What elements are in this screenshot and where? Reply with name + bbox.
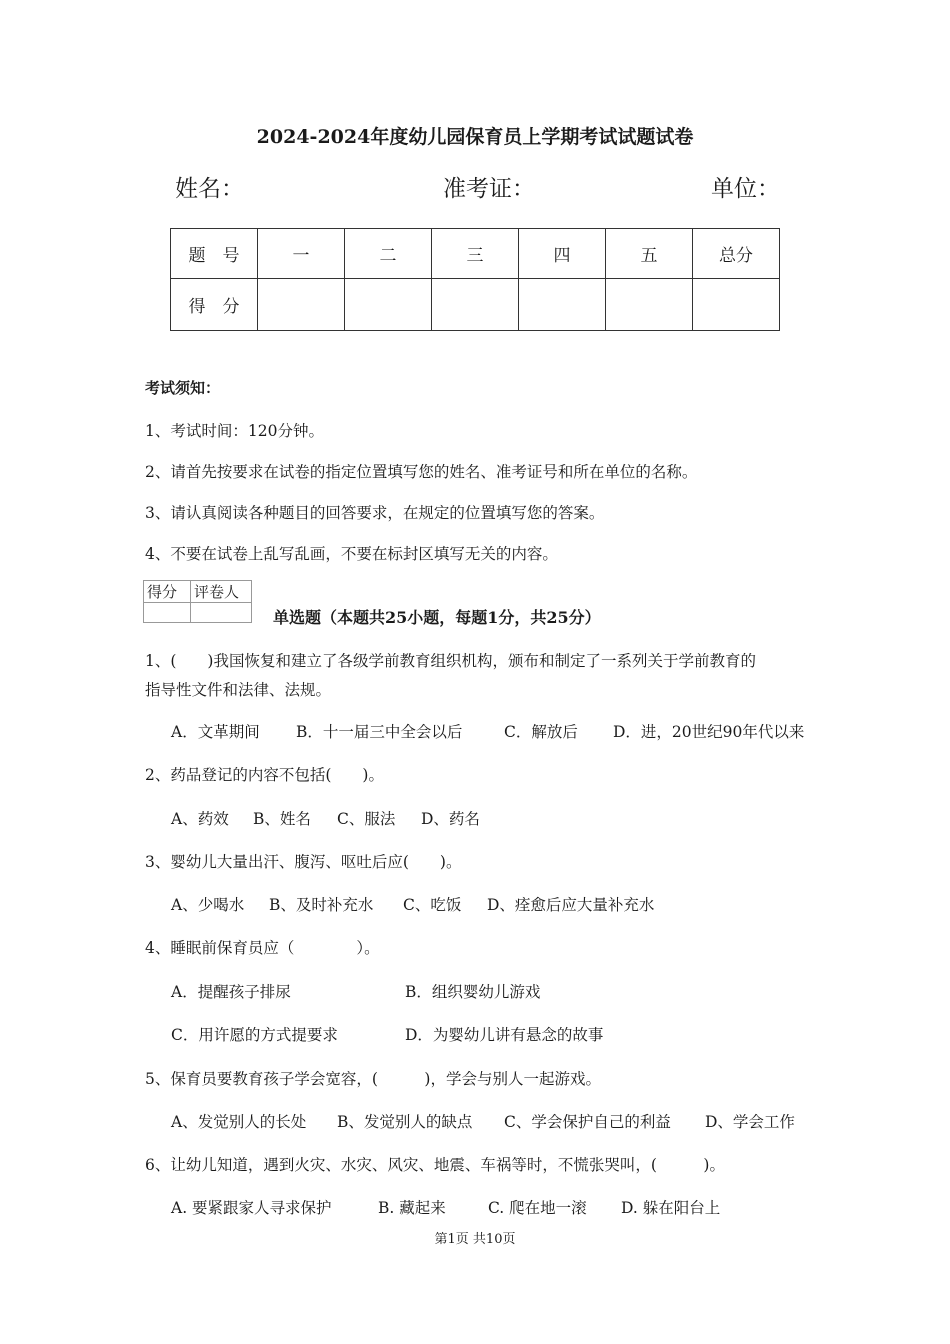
exam-id-field-label: 准考证：	[443, 176, 535, 202]
grader-score-cell[interactable]	[144, 603, 191, 623]
question-6-option-c[interactable]: C. 爬在地一滚	[488, 1199, 587, 1217]
score-table-score-row	[171, 279, 780, 331]
question-1-option-b[interactable]: B．十一届三中全会以后	[296, 723, 463, 741]
score-cell-total[interactable]	[693, 279, 780, 331]
unit-field-label: 单位：	[711, 176, 780, 202]
grader-box	[143, 580, 252, 623]
question-3-stem: 3、婴幼儿大量出汗、腹泻、呕吐后应( )。	[145, 853, 462, 871]
score-table-header-row	[171, 229, 780, 279]
question-5-option-d[interactable]: D、学会工作	[705, 1113, 795, 1131]
notice-item-3: 3、请认真阅读各种题目的回答要求，在规定的位置填写您的答案。	[145, 504, 605, 522]
score-cell-3[interactable]	[432, 279, 519, 331]
name-field-label: 姓名：	[175, 176, 244, 202]
question-4-option-b[interactable]: B．组织婴幼儿游戏	[405, 983, 541, 1001]
question-4-stem: 4、睡眠前保育员应（ ）。	[145, 939, 380, 957]
notice-item-2: 2、请首先按要求在试卷的指定位置填写您的姓名、准考证号和所在单位的名称。	[145, 463, 698, 481]
notice-title: 考试须知：	[145, 379, 221, 397]
question-5-option-b[interactable]: B、发觉别人的缺点	[337, 1113, 473, 1131]
question-5-stem: 5、保育员要教育孩子学会宽容，( )，学会与别人一起游戏。	[145, 1070, 601, 1088]
question-2-option-c[interactable]: C、服法	[337, 810, 396, 828]
question-3-option-a[interactable]: A、少喝水	[171, 896, 245, 914]
question-6-option-b[interactable]: B. 藏起来	[378, 1199, 446, 1217]
header-cell-total: 总分	[693, 229, 780, 279]
section-title: 单选题（本题共25小题，每题1分，共25分）	[273, 608, 601, 627]
question-3-option-c[interactable]: C、吃饭	[403, 896, 462, 914]
question-6-option-a[interactable]: A. 要紧跟家人寻求保护	[171, 1199, 332, 1217]
question-6-option-d[interactable]: D. 躲在阳台上	[621, 1199, 721, 1217]
score-cell-4[interactable]	[519, 279, 606, 331]
grader-header-row	[144, 581, 252, 603]
question-6-stem: 6、让幼儿知道，遇到火灾、水灾、风灾、地震、车祸等时，不慌张哭叫，( )。	[145, 1156, 725, 1174]
page-footer: 第1页 共10页	[434, 1232, 516, 1247]
page-title: 2024-2024年度幼儿园保育员上学期考试试题试卷	[256, 126, 694, 148]
grader-reviewer-label: 评卷人	[191, 581, 252, 603]
question-5-option-a[interactable]: A、发觉别人的长处	[171, 1113, 307, 1131]
question-1-stem-line1: 1、( )我国恢复和建立了各级学前教育组织机构，颁布和制定了一系列关于学前教育的	[145, 652, 756, 670]
question-1-stem-line2: 指导性文件和法律、法规。	[145, 681, 332, 699]
score-cell-5[interactable]	[606, 279, 693, 331]
header-cell-4: 四	[519, 229, 606, 279]
score-cell-2[interactable]	[345, 279, 432, 331]
header-cell-3: 三	[432, 229, 519, 279]
header-cell-2: 二	[345, 229, 432, 279]
question-1-option-d[interactable]: D．进，20世纪90年代以来	[613, 723, 805, 741]
question-3-option-d[interactable]: D、痊愈后应大量补充水	[487, 896, 655, 914]
question-4-option-c[interactable]: C．用许愿的方式提要求	[171, 1026, 338, 1044]
question-5-option-c[interactable]: C、学会保护自己的利益	[504, 1113, 671, 1131]
question-1-option-a[interactable]: A．文革期间	[171, 723, 260, 741]
grader-score-label: 得分	[144, 581, 191, 603]
grader-input-row	[144, 603, 252, 623]
score-row-label: 得 分	[171, 279, 258, 331]
grader-reviewer-cell[interactable]	[191, 603, 252, 623]
notice-item-4: 4、不要在试卷上乱写乱画，不要在标封区填写无关的内容。	[145, 545, 558, 563]
question-2-option-d[interactable]: D、药名	[421, 810, 480, 828]
notice-item-1: 1、考试时间：120分钟。	[145, 422, 324, 440]
score-cell-1[interactable]	[258, 279, 345, 331]
header-cell-question-number: 题 号	[171, 229, 258, 279]
question-3-option-b[interactable]: B、及时补充水	[269, 896, 374, 914]
score-table	[170, 228, 780, 331]
header-cell-5: 五	[606, 229, 693, 279]
question-4-option-d[interactable]: D．为婴幼儿讲有悬念的故事	[405, 1026, 604, 1044]
question-1-option-c[interactable]: C．解放后	[504, 723, 578, 741]
header-cell-1: 一	[258, 229, 345, 279]
question-2-option-b[interactable]: B、姓名	[253, 810, 311, 828]
question-2-option-a[interactable]: A、药效	[171, 810, 229, 828]
question-2-stem: 2、药品登记的内容不包括( )。	[145, 766, 384, 784]
question-4-option-a[interactable]: A．提醒孩子排尿	[171, 983, 291, 1001]
